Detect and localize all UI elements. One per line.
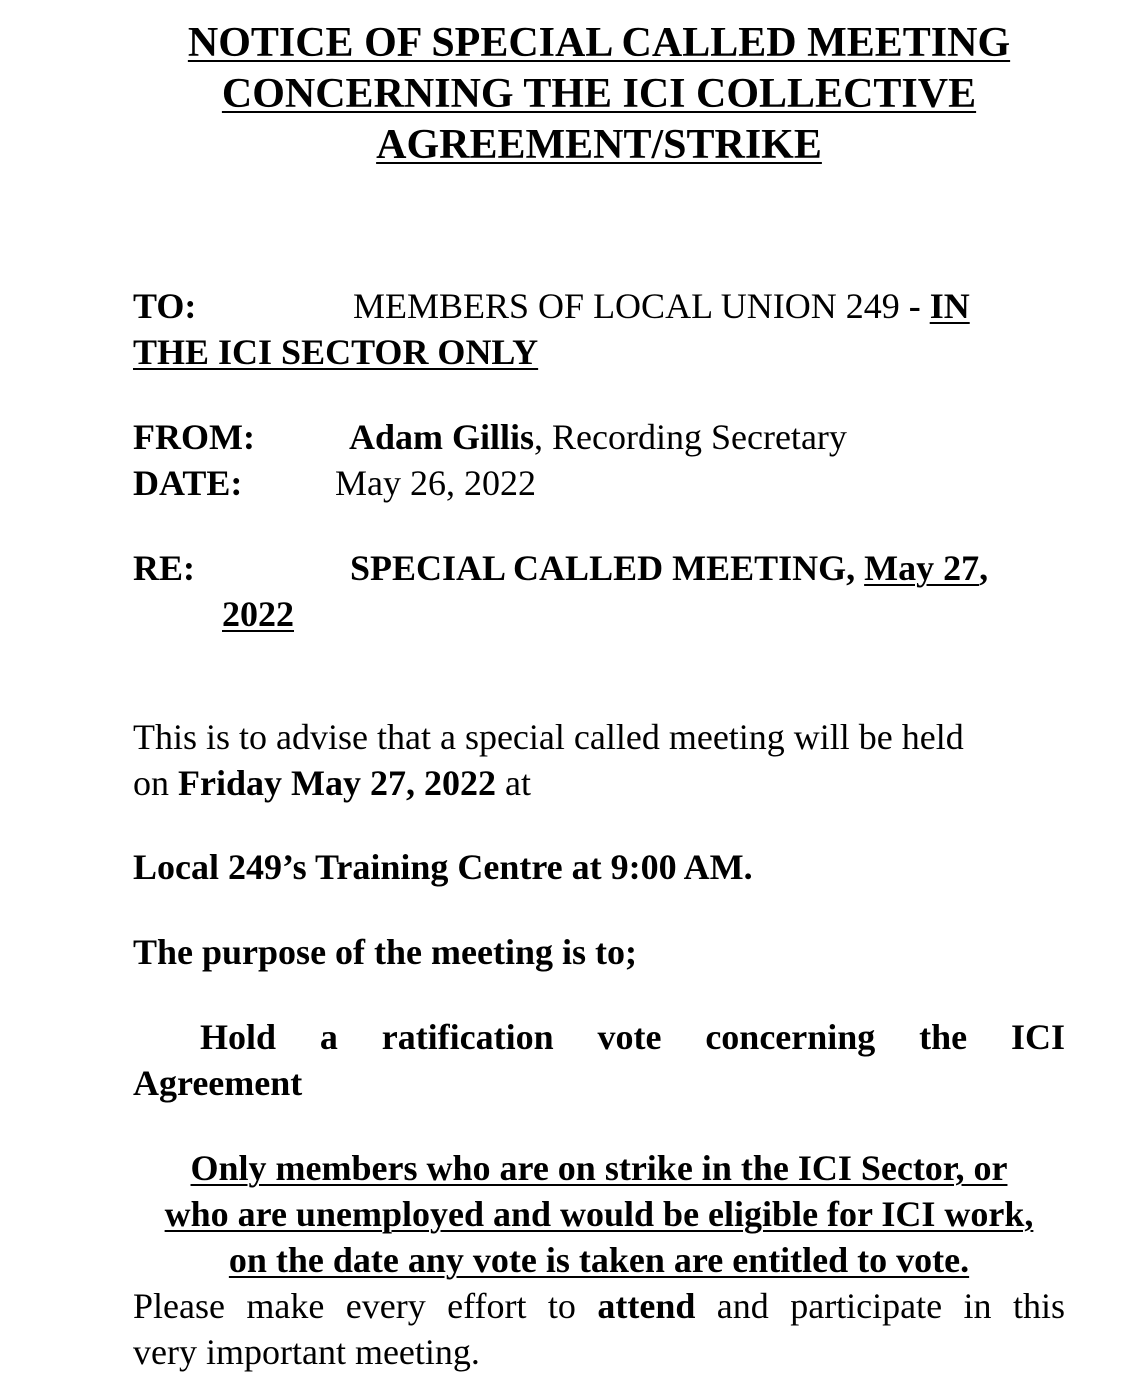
closing-line-1: [133, 1283, 1065, 1329]
eligibility-notice: [133, 1145, 1065, 1283]
closing-line-2: very important meeting.: [133, 1332, 480, 1372]
to-recipients: [353, 283, 970, 329]
re-date-part1: May 27: [864, 548, 980, 588]
notice-title: [133, 18, 1065, 171]
re-line-2: [222, 591, 422, 637]
from-label: FROM:: [133, 417, 255, 457]
eligibility-line-2: who are unemployed and would be eligible for ICI work,: [164, 1194, 1034, 1234]
title-line-3: AGREEMENT/STRIKE: [376, 122, 822, 168]
advise-at: at: [495, 763, 531, 803]
to-emphasis-in: IN: [929, 286, 970, 326]
title-line-1: NOTICE OF SPECIAL CALLED MEETING: [187, 20, 1011, 66]
to-line-2: [133, 329, 1065, 375]
eligibility-line-1: Only members who are on strike in the ICI Sector, or: [190, 1148, 1008, 1188]
to-line: [133, 283, 1065, 329]
to-value: MEMBERS OF LOCAL UNION 249: [353, 286, 900, 326]
from-name: Adam Gillis: [349, 417, 535, 457]
re-label: RE:: [133, 548, 195, 588]
advise-line-1: This is to advise that a special called meeting will be held: [133, 717, 964, 757]
re-line: [133, 545, 1065, 591]
to-emphasis-sector: THE ICI SECTOR ONLY: [133, 332, 539, 372]
date-value: May 26, 2022: [335, 463, 536, 503]
advise-date: Friday May 27, 2022: [178, 763, 496, 803]
date-line: [133, 460, 1065, 506]
from-line: [133, 414, 1065, 460]
from-value: [349, 414, 847, 460]
re-value: SPECIAL CALLED MEETING,: [350, 548, 865, 588]
date-label: DATE:: [133, 463, 243, 503]
to-dash: -: [899, 286, 930, 326]
meeting-location: Local 249’s Training Centre at 9:00 AM.: [133, 847, 753, 887]
closing-pre: Please make every effort to: [133, 1286, 598, 1326]
purpose-item-line-2: Agreement: [133, 1063, 303, 1103]
re-date-part2: 2022: [222, 594, 294, 634]
advise-line-2: [133, 760, 1065, 806]
purpose-item-line-1: Hold a ratification vote concerning the ICI: [200, 1017, 1065, 1057]
advise-on: on: [133, 763, 178, 803]
from-role: , Recording Secretary: [534, 417, 847, 457]
to-label: TO:: [133, 286, 197, 326]
closing-post: and participate in this: [695, 1286, 1066, 1326]
re-value-group: [350, 545, 988, 591]
meeting-purpose: The purpose of the meeting is to;: [133, 932, 637, 972]
title-line-2: CONCERNING THE ICI COLLECTIVE: [221, 71, 977, 117]
re-date-comma: ,: [979, 548, 989, 588]
eligibility-line-3: on the date any vote is taken are entitled to vote.: [228, 1240, 970, 1280]
closing-attend: attend: [597, 1286, 696, 1326]
